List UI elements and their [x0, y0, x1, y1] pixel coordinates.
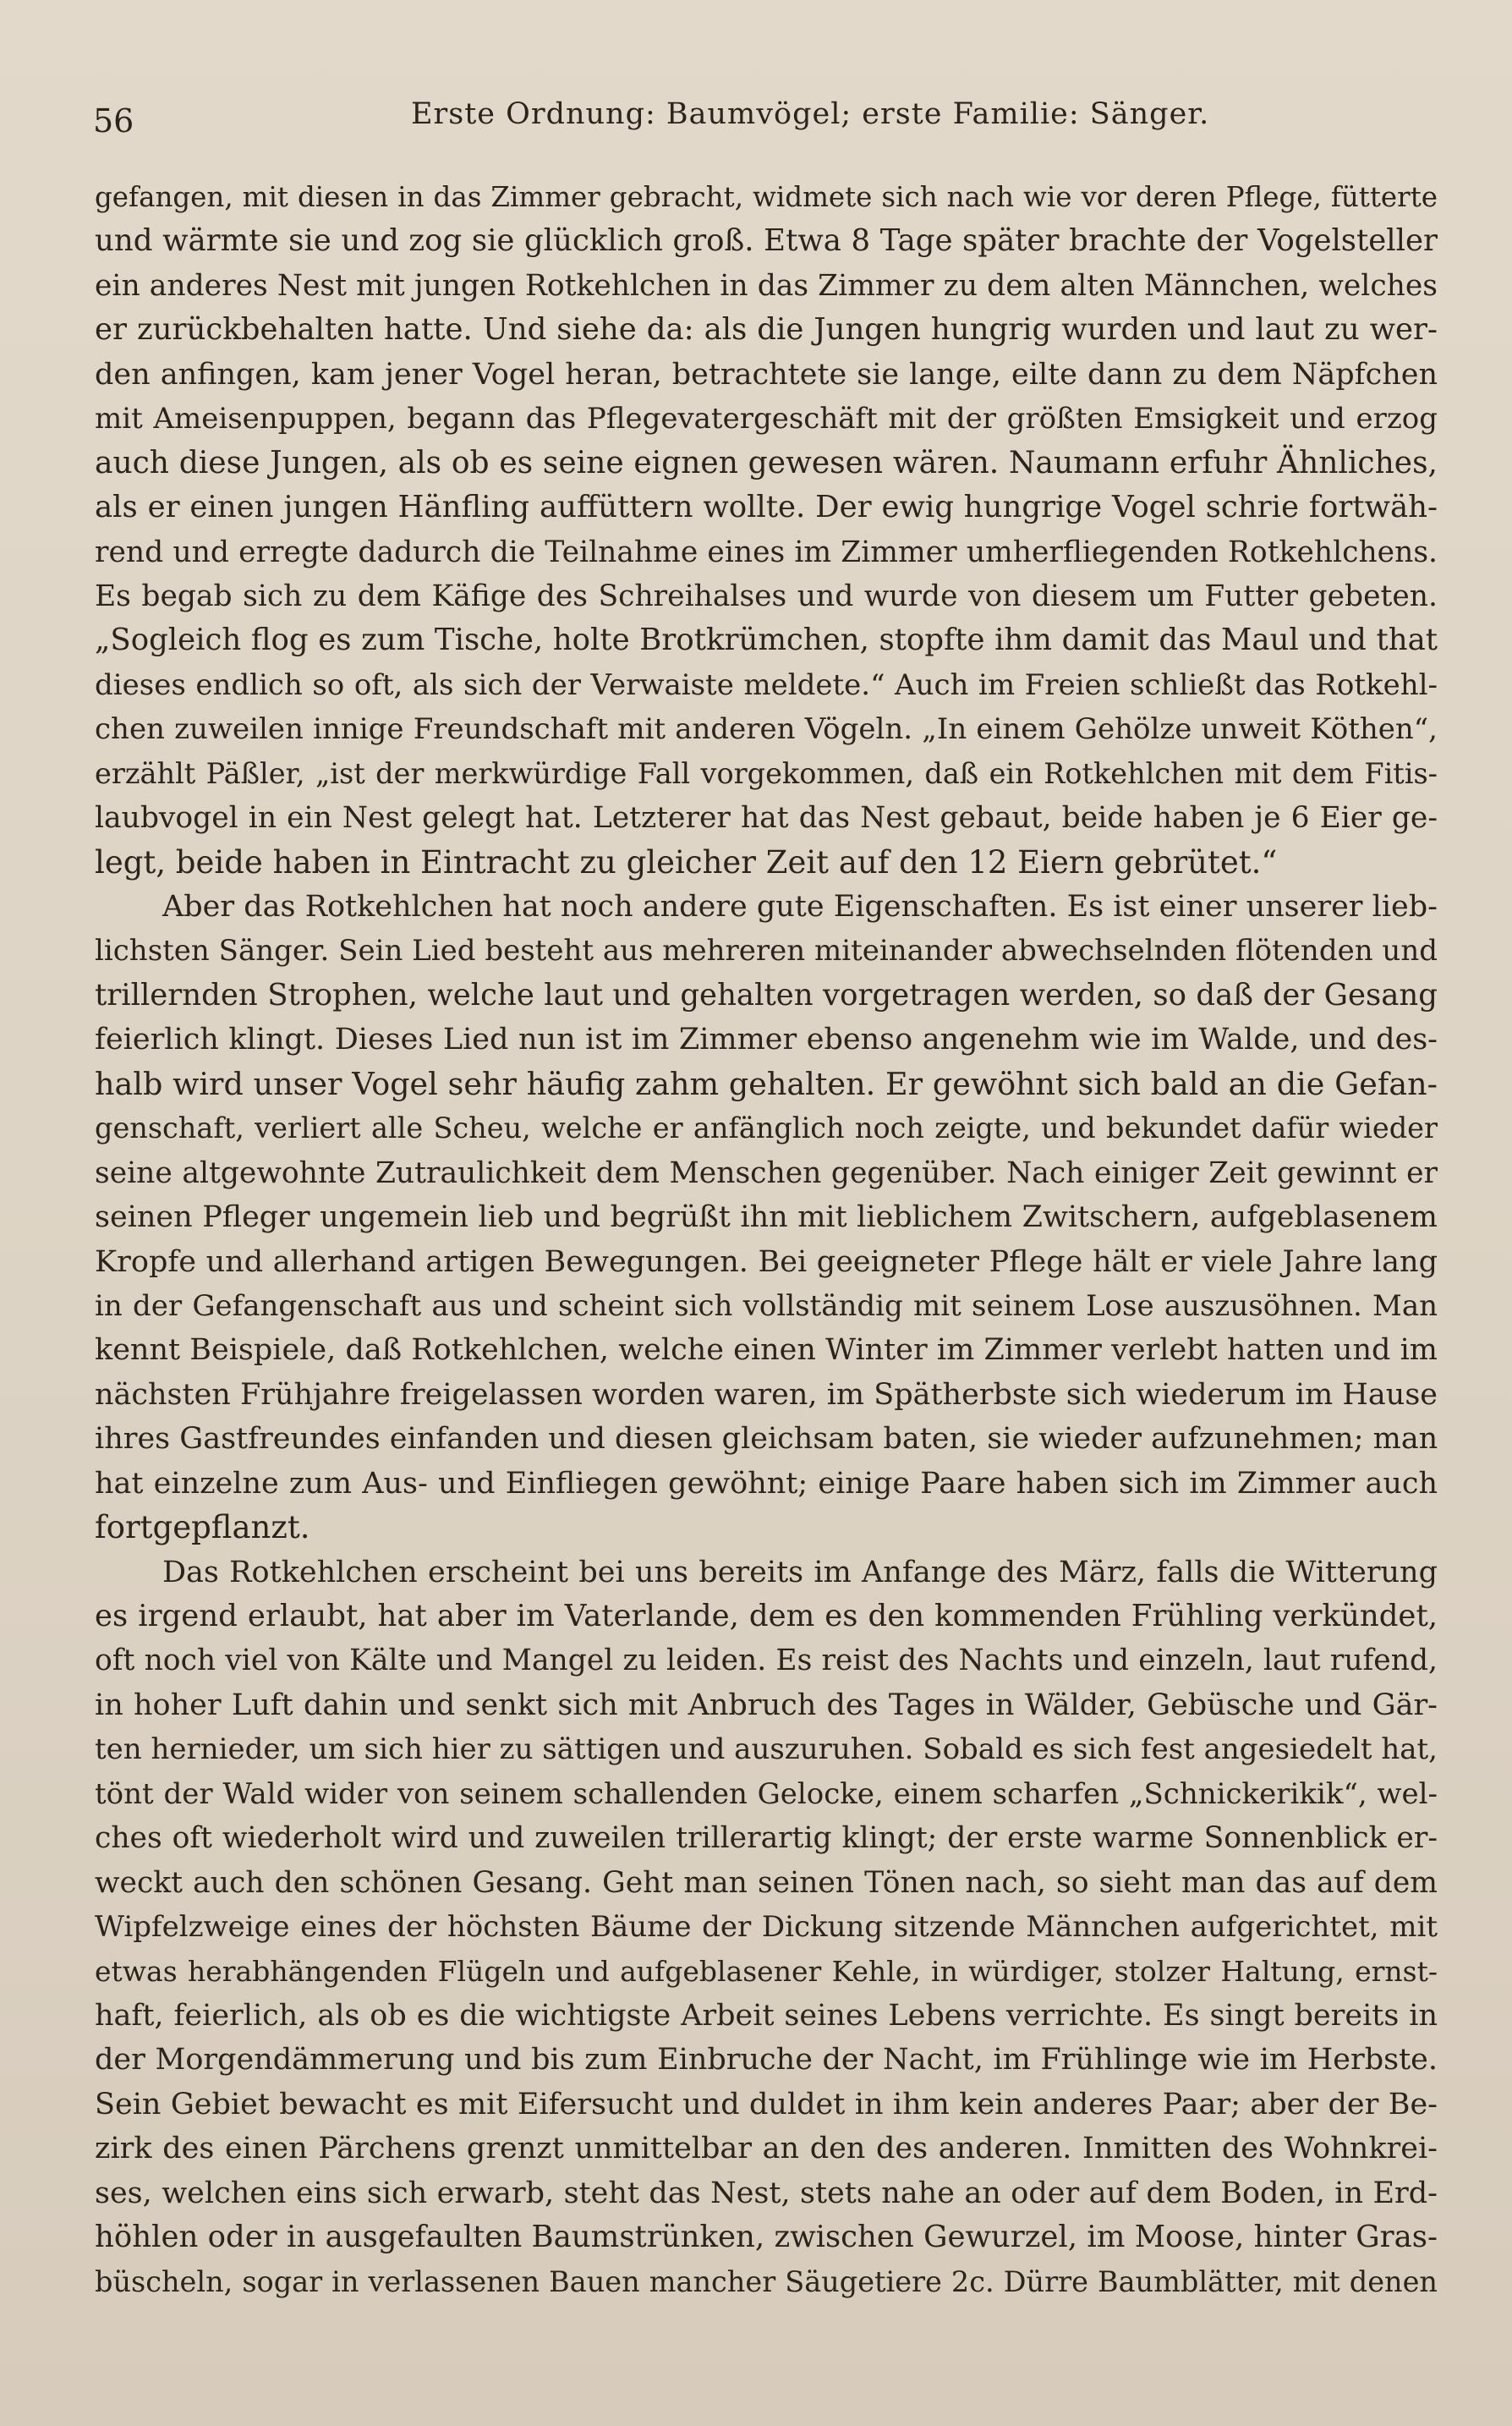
text-line: „Sogleich flog es zum Tische, holte Brotkrümchen, stopfte ihm damit das Maul und that [95, 623, 1438, 658]
text-line: der Morgendämmerung und bis zum Einbruche der Nacht, im Frühlinge wie im Herbste. [95, 2043, 1438, 2077]
text-line: genschaft, verliert alle Scheu, welche er anfänglich noch zeigte, und bekundet dafür wieder [95, 1111, 1438, 1145]
text-line: kennt Beispiele, daß Rotkehlchen, welche einen Winter im Zimmer verlebt hatten und im [95, 1333, 1438, 1368]
text-line: haft, feierlich, als ob es die wichtigste Arbeit seines Lebens verrichte. Es singt bereits in [95, 1998, 1438, 2033]
text-line: Es begab sich zu dem Käfige des Schreihalses und wurde von diesem um Futter gebeten. [95, 579, 1438, 613]
text-line: den anfingen, kam jener Vogel heran, betrachtete sie lange, eilte dann zu dem Näpfchen [95, 357, 1438, 392]
text-line: gefangen, mit diesen in das Zimmer gebracht, widmete sich nach wie vor deren Pflege, fütterte [95, 181, 1438, 213]
text-line: lichsten Sänger. Sein Lied besteht aus mehreren miteinander abwechselnden flötenden und [95, 934, 1438, 969]
text-line: in hoher Luft dahin und senkt sich mit Anbruch des Tages in Wälder, Gebüsche und Gär- [95, 1688, 1438, 1722]
text-line: hat einzelne zum Aus- und Einfliegen gewöhnt; einige Paare haben sich im Zimmer auch [95, 1466, 1438, 1501]
text-line: halb wird unser Vogel sehr häufig zahm gehalten. Er gewöhnt sich bald an die Gefan- [95, 1065, 1438, 1102]
text-line: er zurückbehalten hatte. Und siehe da: als die Jungen hungrig wurden und laut zu wer- [95, 312, 1438, 348]
text-line: feierlich klingt. Dieses Lied nun ist im Zimmer ebenso angenehm wie im Walde, und des- [95, 1023, 1438, 1057]
text-line: erzählt Päßler, „ist der merkwürdige Fall vorgekommen, daß ein Rotkehlchen mit dem Fitis- [95, 756, 1438, 790]
text-line: fortgepflanzt. [95, 1509, 310, 1546]
text-line: büscheln, sogar in verlassenen Bauen mancher Säugetiere 2c. Dürre Baumblätter, mit denen [95, 2264, 1438, 2298]
page-number: 56 [93, 102, 134, 140]
text-line: ihres Gastfreundes einfanden und diesen gleichsam baten, sie wieder aufzunehmen; man [95, 1422, 1438, 1457]
text-line: und wärmte sie und zog sie glücklich groß. Etwa 8 Tage später brachte der Vogelsteller [95, 223, 1438, 259]
text-line: etwas herabhängenden Flügeln und aufgeblasener Kehle, in würdiger, stolzer Haltung, ernst- [95, 1954, 1438, 1988]
text-line: trillernden Strophen, welche laut und gehalten vorgetragen werden, so daß der Gesang [95, 977, 1438, 1013]
text-line: Sein Gebiet bewacht es mit Eifersucht und duldet in ihm kein anderes Paar; aber der Be- [95, 2087, 1438, 2121]
text-line: es irgend erlaubt, hat aber im Vaterlande, dem es den kommenden Frühling verkündet, [95, 1599, 1438, 1633]
text-line: oft noch viel von Kälte und Mangel zu leiden. Es reist des Nachts und einzeln, laut rufend, [95, 1644, 1438, 1678]
text-line: auch diese Jungen, als ob es seine eignen gewesen wären. Naumann erfuhr Ähnliches, [95, 445, 1438, 480]
text-line: nächsten Frühjahre freigelassen worden waren, im Spätherbste sich wiederum im Hause [95, 1377, 1438, 1412]
text-line: Aber das Rotkehlchen hat noch andere gute Eigenschaften. Es ist einer unserer lieb- [162, 890, 1438, 924]
text-line: Wipfelzweige eines der höchsten Bäume der Dickung sitzende Männchen aufgerichtet, mit [95, 1910, 1438, 1945]
text-line: als er einen jungen Hänfling auffüttern wollte. Der ewig hungrige Vogel schrie fortwäh- [95, 490, 1438, 525]
text-line: mit Ameisenpuppen, begann das Pflegevatergeschäft mit der größten Emsigkeit und erzog [95, 402, 1438, 436]
text-line: Das Rotkehlchen erscheint bei uns bereits im Anfange des März, falls die Witterung [162, 1555, 1438, 1589]
text-line: seine altgewohnte Zutraulichkeit dem Menschen gegenüber. Nach einiger Zeit gewinnt er [95, 1155, 1438, 1190]
text-line: ten hernieder, um sich hier zu sättigen und auszuruhen. Sobald es sich fest angesiedelt hat, [95, 1732, 1438, 1767]
text-line: legt, beide haben in Eintracht zu gleicher Zeit auf den 12 Eiern gebrütet.“ [95, 843, 1278, 881]
text-line: weckt auch den schönen Gesang. Geht man seinen Tönen nach, so sieht man das auf dem [95, 1865, 1438, 1900]
text-line: ches oft wiederholt wird und zuweilen trillerartig klingt; der erste warme Sonnenblick er- [95, 1821, 1438, 1856]
text-line: zirk des einen Pärchens grenzt unmittelbar an den des anderen. Inmitten des Wohnkrei- [95, 2132, 1438, 2166]
text-line: seinen Pfleger ungemein lieb und begrüßt ihn mit lieblichem Zwitschern, aufgeblasenem [95, 1200, 1438, 1235]
text-line: höhlen oder in ausgefaulten Baumstrünken, zwischen Gewurzel, im Moose, hinter Gras- [95, 2220, 1438, 2255]
text-line: rend und erregte dadurch die Teilnahme eines im Zimmer umherfliegenden Rotkehlchens. [95, 535, 1438, 569]
text-line: ein anderes Nest mit jungen Rotkehlchen in das Zimmer zu dem alten Männchen, welches [95, 268, 1438, 303]
text-line: laubvogel in ein Nest gelegt hat. Letzterer hat das Nest gebaut, beide haben je 6 Eier ge- [95, 801, 1438, 836]
running-head: Erste Ordnung: Baumvögel; erste Familie: Sänger. [411, 97, 1210, 131]
text-line: tönt der Wald wider von seinem schallenden Gelocke, einem scharfen „Schnickerikik“, wel- [95, 1776, 1438, 1811]
body-text [95, 175, 1438, 2304]
text-line: chen zuweilen innige Freundschaft mit anderen Vögeln. „In einem Gehölze unweit Köthen“, [95, 712, 1438, 747]
text-line: in der Gefangenschaft aus und scheint sich vollständig mit seinem Lose auszusöhnen. Man [95, 1288, 1438, 1323]
text-line: ses, welchen eins sich erwarb, steht das Nest, stets nahe an oder auf dem Boden, in Erd- [95, 2176, 1438, 2210]
text-line: dieses endlich so oft, als sich der Verwaiste meldete.“ Auch im Freien schließt das Rotkehl- [95, 667, 1438, 702]
text-line: Kropfe und allerhand artigen Bewegungen. Bei geeigneter Pflege hält er viele Jahre lang [95, 1244, 1438, 1279]
